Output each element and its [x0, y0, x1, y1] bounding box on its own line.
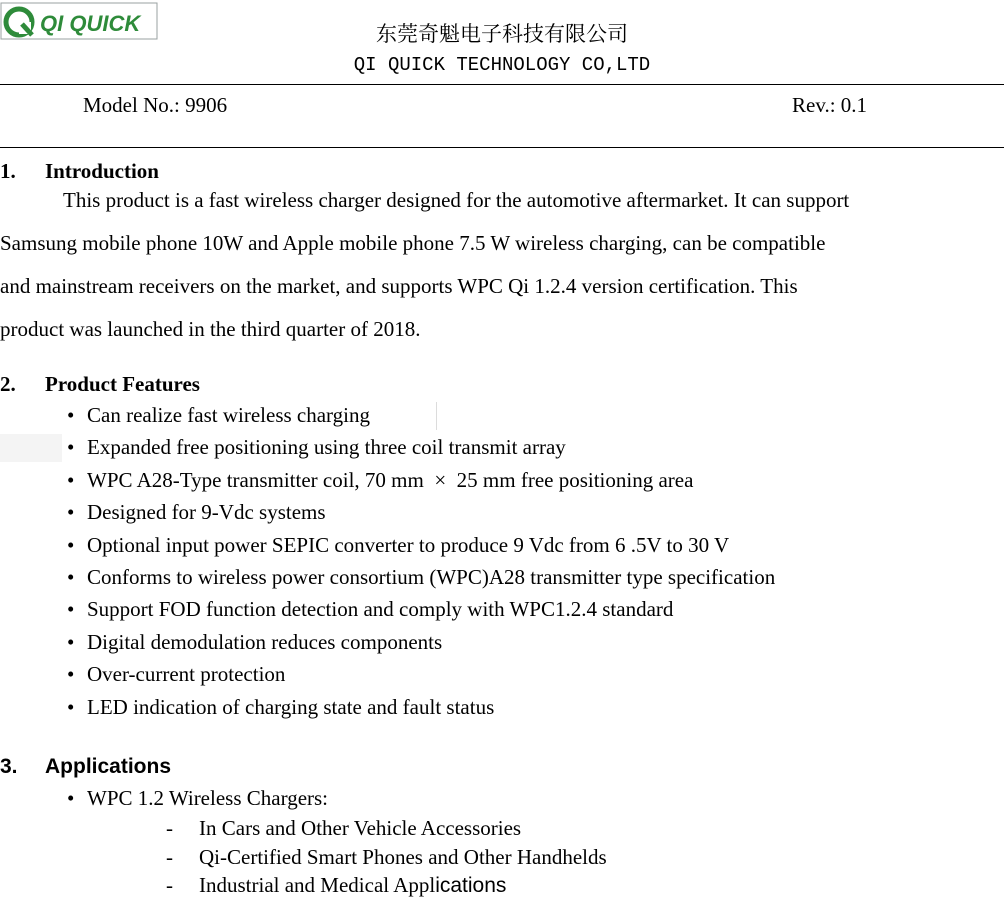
bullet-icon: • [67, 597, 75, 621]
section-1-title: Introduction [45, 159, 159, 183]
bullet-icon: • [67, 565, 75, 589]
model-number: Model No.: 9906 [83, 93, 228, 117]
application-item: • WPC 1.2 Wireless Chargers: [67, 786, 329, 810]
intro-line-3: and mainstream receivers on the market, and supports WPC Qi 1.2.4 version certification. This [0, 274, 798, 298]
company-name-cn: 东莞奇魁电子科技有限公司 [376, 22, 628, 46]
revision: Rev.: 0.1 [792, 93, 868, 117]
application-sub-item: - In Cars and Other Vehicle Accessories [166, 816, 522, 840]
feature-item: • Expanded free positioning using three coil transmit array [67, 435, 566, 459]
bullet-icon: • [67, 468, 75, 492]
bullet-icon: • [67, 403, 75, 427]
bullet-icon: • [67, 662, 75, 686]
intro-line-2: Samsung mobile phone 10W and Apple mobile phone 7.5 W wireless charging, can be compatible [0, 231, 826, 255]
company-name-en: QI QUICK TECHNOLOGY CO,LTD [353, 54, 651, 76]
scan-artifact [0, 434, 62, 462]
feature-item: • LED indication of charging state and fault status [67, 695, 495, 719]
feature-item: • Can realize fast wireless charging [67, 403, 370, 427]
section-3-number: 3. [0, 755, 18, 778]
logo-text: QI QUICK [40, 11, 141, 36]
section-3-title: Applications [45, 755, 172, 778]
feature-item: • Digital demodulation reduces components [67, 630, 443, 654]
feature-item: • Optional input power SEPIC converter to produce 9 Vdc from 6 .5V to 30 V [67, 533, 730, 557]
bullet-icon: • [67, 630, 75, 654]
intro-line-1: This product is a fast wireless charger designed for the automotive aftermarket. It can support [63, 188, 850, 212]
intro-line-4: product was launched in the third quarter of 2018. [0, 317, 421, 341]
feature-item: • Conforms to wireless power consortium (WPC)A28 transmitter type specification [67, 565, 776, 589]
application-sub-item: - Qi-Certified Smart Phones and Other Handhelds [166, 845, 607, 869]
header-divider [0, 84, 1004, 85]
scan-artifact [436, 402, 437, 430]
bullet-icon: • [67, 533, 75, 557]
bullet-icon: • [67, 435, 75, 459]
bullet-icon: • [67, 695, 75, 719]
section-2-title: Product Features [45, 372, 200, 396]
bullet-icon: • [67, 786, 75, 810]
section-2-number: 2. [0, 372, 16, 396]
feature-item: • Designed for 9-Vdc systems [67, 500, 326, 524]
bullet-icon: • [67, 500, 75, 524]
application-sub-item: - Industrial and Medical Applications [166, 873, 507, 897]
feature-item: • WPC A28-Type transmitter coil, 70 mm × 25 mm free positioning area [67, 468, 694, 492]
feature-item: • Support FOD function detection and comply with WPC1.2.4 standard [67, 597, 674, 621]
feature-item: • Over-current protection [67, 662, 286, 686]
section-1-number: 1. [0, 159, 16, 183]
meta-divider [0, 147, 1004, 148]
